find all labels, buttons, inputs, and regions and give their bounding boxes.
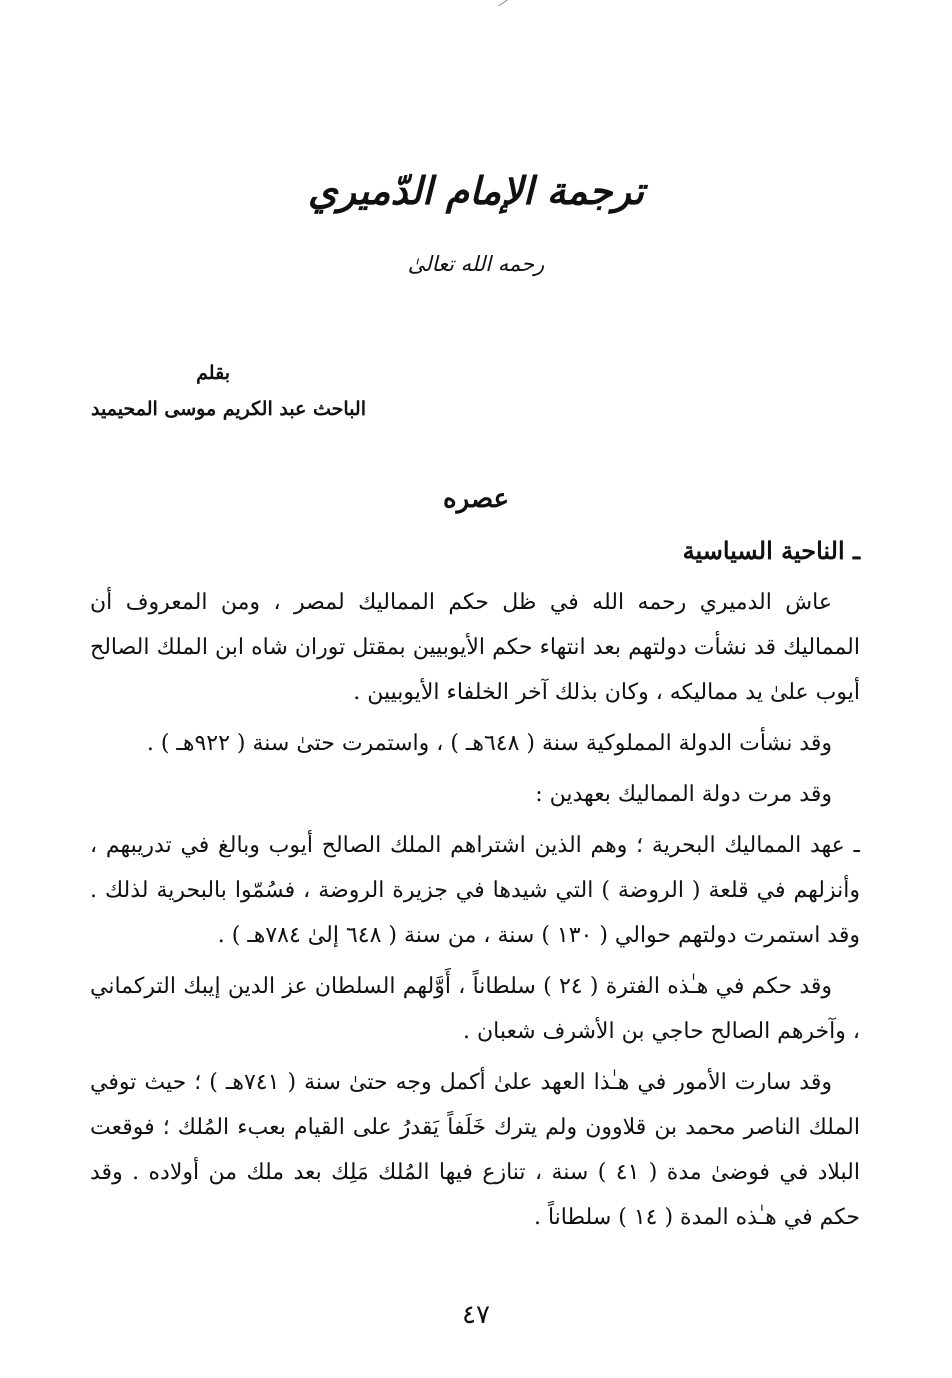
section-heading: عصره [442,484,510,514]
honorific-subtitle: رحمه الله تعالىٰ [407,252,545,276]
paragraph: ـ عهد المماليك البحرية ؛ وهم الذين اشتراهم الملك الصالح أيوب وبالغ في تدريبهم ، وأنزلهم في قلعة ( الروضة ) التي شيدها في جزيرة الروضة ، فسُمّوا بالبحرية لذلك . وقد استمرت دولتهم حوالي ( ١٣٠ ) سنة ، من سنة ( ٦٤٨ إلىٰ ٧٨٤هـ ) . [90,833,860,948]
body-text [90,580,860,1246]
paragraph: عاش الدميري رحمه الله في ظل حكم المماليك لمصر ، ومن المعروف أن المماليك قد نشأت دولتهم بعد انتهاء حكم الأيوبيين بمقتل توران شاه ابن الملك الصالح أيوب علىٰ يد مماليكه ، وكان بذلك آخر الخلفاء الأيوبيين . [90,590,860,705]
subsection-heading: ـ الناحية السياسية [682,536,860,565]
scan-mark [498,0,517,15]
author-name: الباحث عبد الكريم موسى المحيميد [91,398,366,420]
paragraph: وقد نشأت الدولة المملوكية سنة ( ٦٤٨هـ ) ، واستمرت حتىٰ سنة ( ٩٢٢هـ ) . [146,731,832,756]
paragraph: وقد سارت الأمور في هـٰذا العهد علىٰ أكمل وجه حتىٰ سنة ( ٧٤١هـ ) ؛ حيث توفي الملك الناصر محمد بن قلاوون ولم يترك خَلَفاً يَقدرُ على القيام بعبء المُلك ؛ فوقعت البلاد في فوضىٰ مدة ( ٤١ ) سنة ، تنازع فيها المُلك مَلِك بعد ملك من أولاده . وقد حكم في هـٰذه المدة ( ١٤ ) سلطاناً . [90,1070,860,1230]
paragraph: وقد مرت دولة المماليك بعهدين : [535,782,832,807]
page-title: ترجمة الإمام الدّميري [307,168,645,213]
byline-label: بقلم [196,362,230,384]
page-number: ٤٧ [462,1300,490,1330]
paragraph: وقد حكم في هـٰذه الفترة ( ٢٤ ) سلطاناً ، أَوَّلهم السلطان عز الدين إيبك التركماني ، وآخرهم الصالح حاجي بن الأشرف شعبان . [90,974,860,1044]
